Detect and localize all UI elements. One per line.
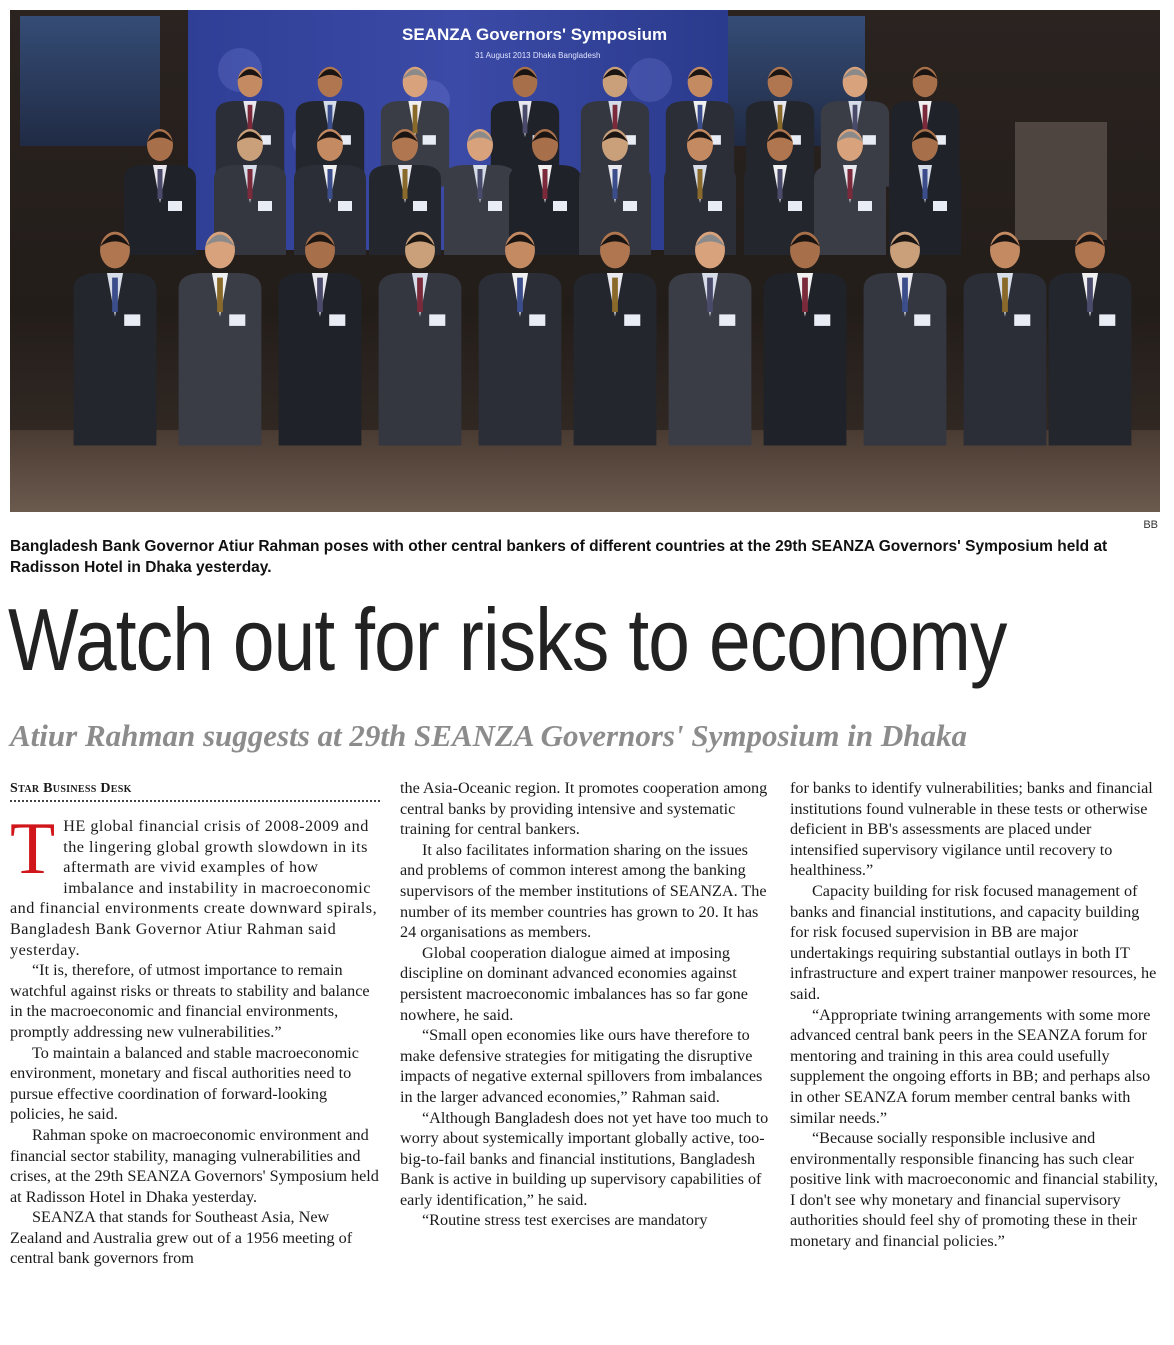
paragraph: Rahman spoke on macroeconomic environment and financial sector stability, managing vulnerabilities and crises, at the 29th SEANZA Governors' Symposium held at Radisson Hotel in Dhaka yesterday.: [10, 1125, 379, 1206]
lead-paragraph: [10, 808, 380, 960]
byline: Star Business Desk: [10, 781, 132, 796]
backdrop-title: SEANZA Governors' Symposium: [402, 25, 668, 44]
photo-credit: BB: [1143, 519, 1158, 531]
lead-text: HE global financial crisis of 2008-2009 and the lingering global growth slowdown in its aftermath are vivid examples of how imbalance and instability in macroeconomic and financial environments create downward spirals, Bangladesh Bank Governor Atiur Rahman said yesterday.: [10, 817, 378, 959]
paragraph: SEANZA that stands for Southeast Asia, New Zealand and Australia grew out of a 1956 meeting of central bank governors from: [10, 1208, 353, 1268]
subheadline: Atiur Rahman suggests at 29th SEANZA Governors' Symposium in Dhaka: [10, 718, 967, 753]
paragraph: “Small open economies like ours have therefore to make defensive strategies for mitigating the disruptive impacts of negative external spillovers from imbalances in the larger advanced economies,” Rahman said.: [400, 1026, 763, 1106]
group-photo-image: [10, 10, 1160, 512]
backdrop-subtitle: 31 August 2013 Dhaka Bangladesh: [475, 51, 601, 60]
group-photo: [10, 10, 1160, 512]
paragraph: Capacity building for risk focused management of banks and financial institutions, and capacity building for risk focused supervision in BB are major undertakings requiring substantial outlays in both IT infrastructure and expert trainer manpower resources, he said.: [790, 881, 1157, 1003]
article-column-1: [10, 778, 380, 1269]
paragraph: “Because socially responsible inclusive and environmentally responsible financing has such clear positive link with macroeconomic and financial stability, I don't see why monetary and financial supervisory authorities should feel shy of promoting these in their monetary and financial policies.”: [790, 1129, 1159, 1251]
paragraph: “It is, therefore, of utmost importance to remain watchful against risks or threats to stability and balance in the macroeconomic and financial environments, promptly addressing new vulnerabilities.”: [10, 961, 370, 1041]
article-column-3: [790, 778, 1160, 1252]
paragraph: the Asia-Oceanic region. It promotes cooperation among central banks by providing intensive and systematic training for central bankers.: [400, 779, 768, 839]
drop-cap: T: [10, 808, 56, 890]
paragraph: It also facilitates information sharing on the issues and problems of common interest among the banking supervisors of the member institutions of SEANZA. The number of its member countries has grown to 20. It has 24 organisations as members.: [400, 840, 767, 942]
headline: Watch out for risks to economy: [8, 590, 1007, 689]
paragraph: “Routine stress test exercises are mandatory: [422, 1211, 708, 1230]
paragraph: “Although Bangladesh does not yet have too much to worry about systemically important globally active, too-big-to-fail banks and financial institutions, Bangladesh Bank is active in building up supervisory capabilities of early identification,” he said.: [400, 1108, 769, 1209]
left-screen: [20, 16, 160, 146]
photo-caption: Bangladesh Bank Governor Atiur Rahman poses with other central bankers of different countries at the 29th SEANZA Governors' Symposium held at Radisson Hotel in Dhaka yesterday.: [10, 538, 1108, 576]
paragraph: “Appropriate twining arrangements with some more advanced central bank peers in the SEANZA forum for mentoring and training in this area could usefully supplement the ongoing efforts in BB; and perhaps also in other SEANZA forum member central banks with similar needs.”: [790, 1005, 1151, 1127]
paragraph: To maintain a balanced and stable macroeconomic environment, monetary and fiscal authorities need to pursue effective coordination of forward-looking policies, he said.: [10, 1043, 359, 1124]
byline-divider: [10, 800, 380, 802]
paragraph: for banks to identify vulnerabilities; banks and financial institutions found vulnerable in these tests or otherwise deficient in BB's assessments are placed under intensified supervisory vigilance until recovery to healthiness.”: [790, 779, 1153, 880]
paragraph: Global cooperation dialogue aimed at imposing discipline on dominant advanced economies against persistent macroeconomic imbalances has so far gone nowhere, he said.: [400, 943, 748, 1024]
article-column-2: [400, 778, 770, 1231]
